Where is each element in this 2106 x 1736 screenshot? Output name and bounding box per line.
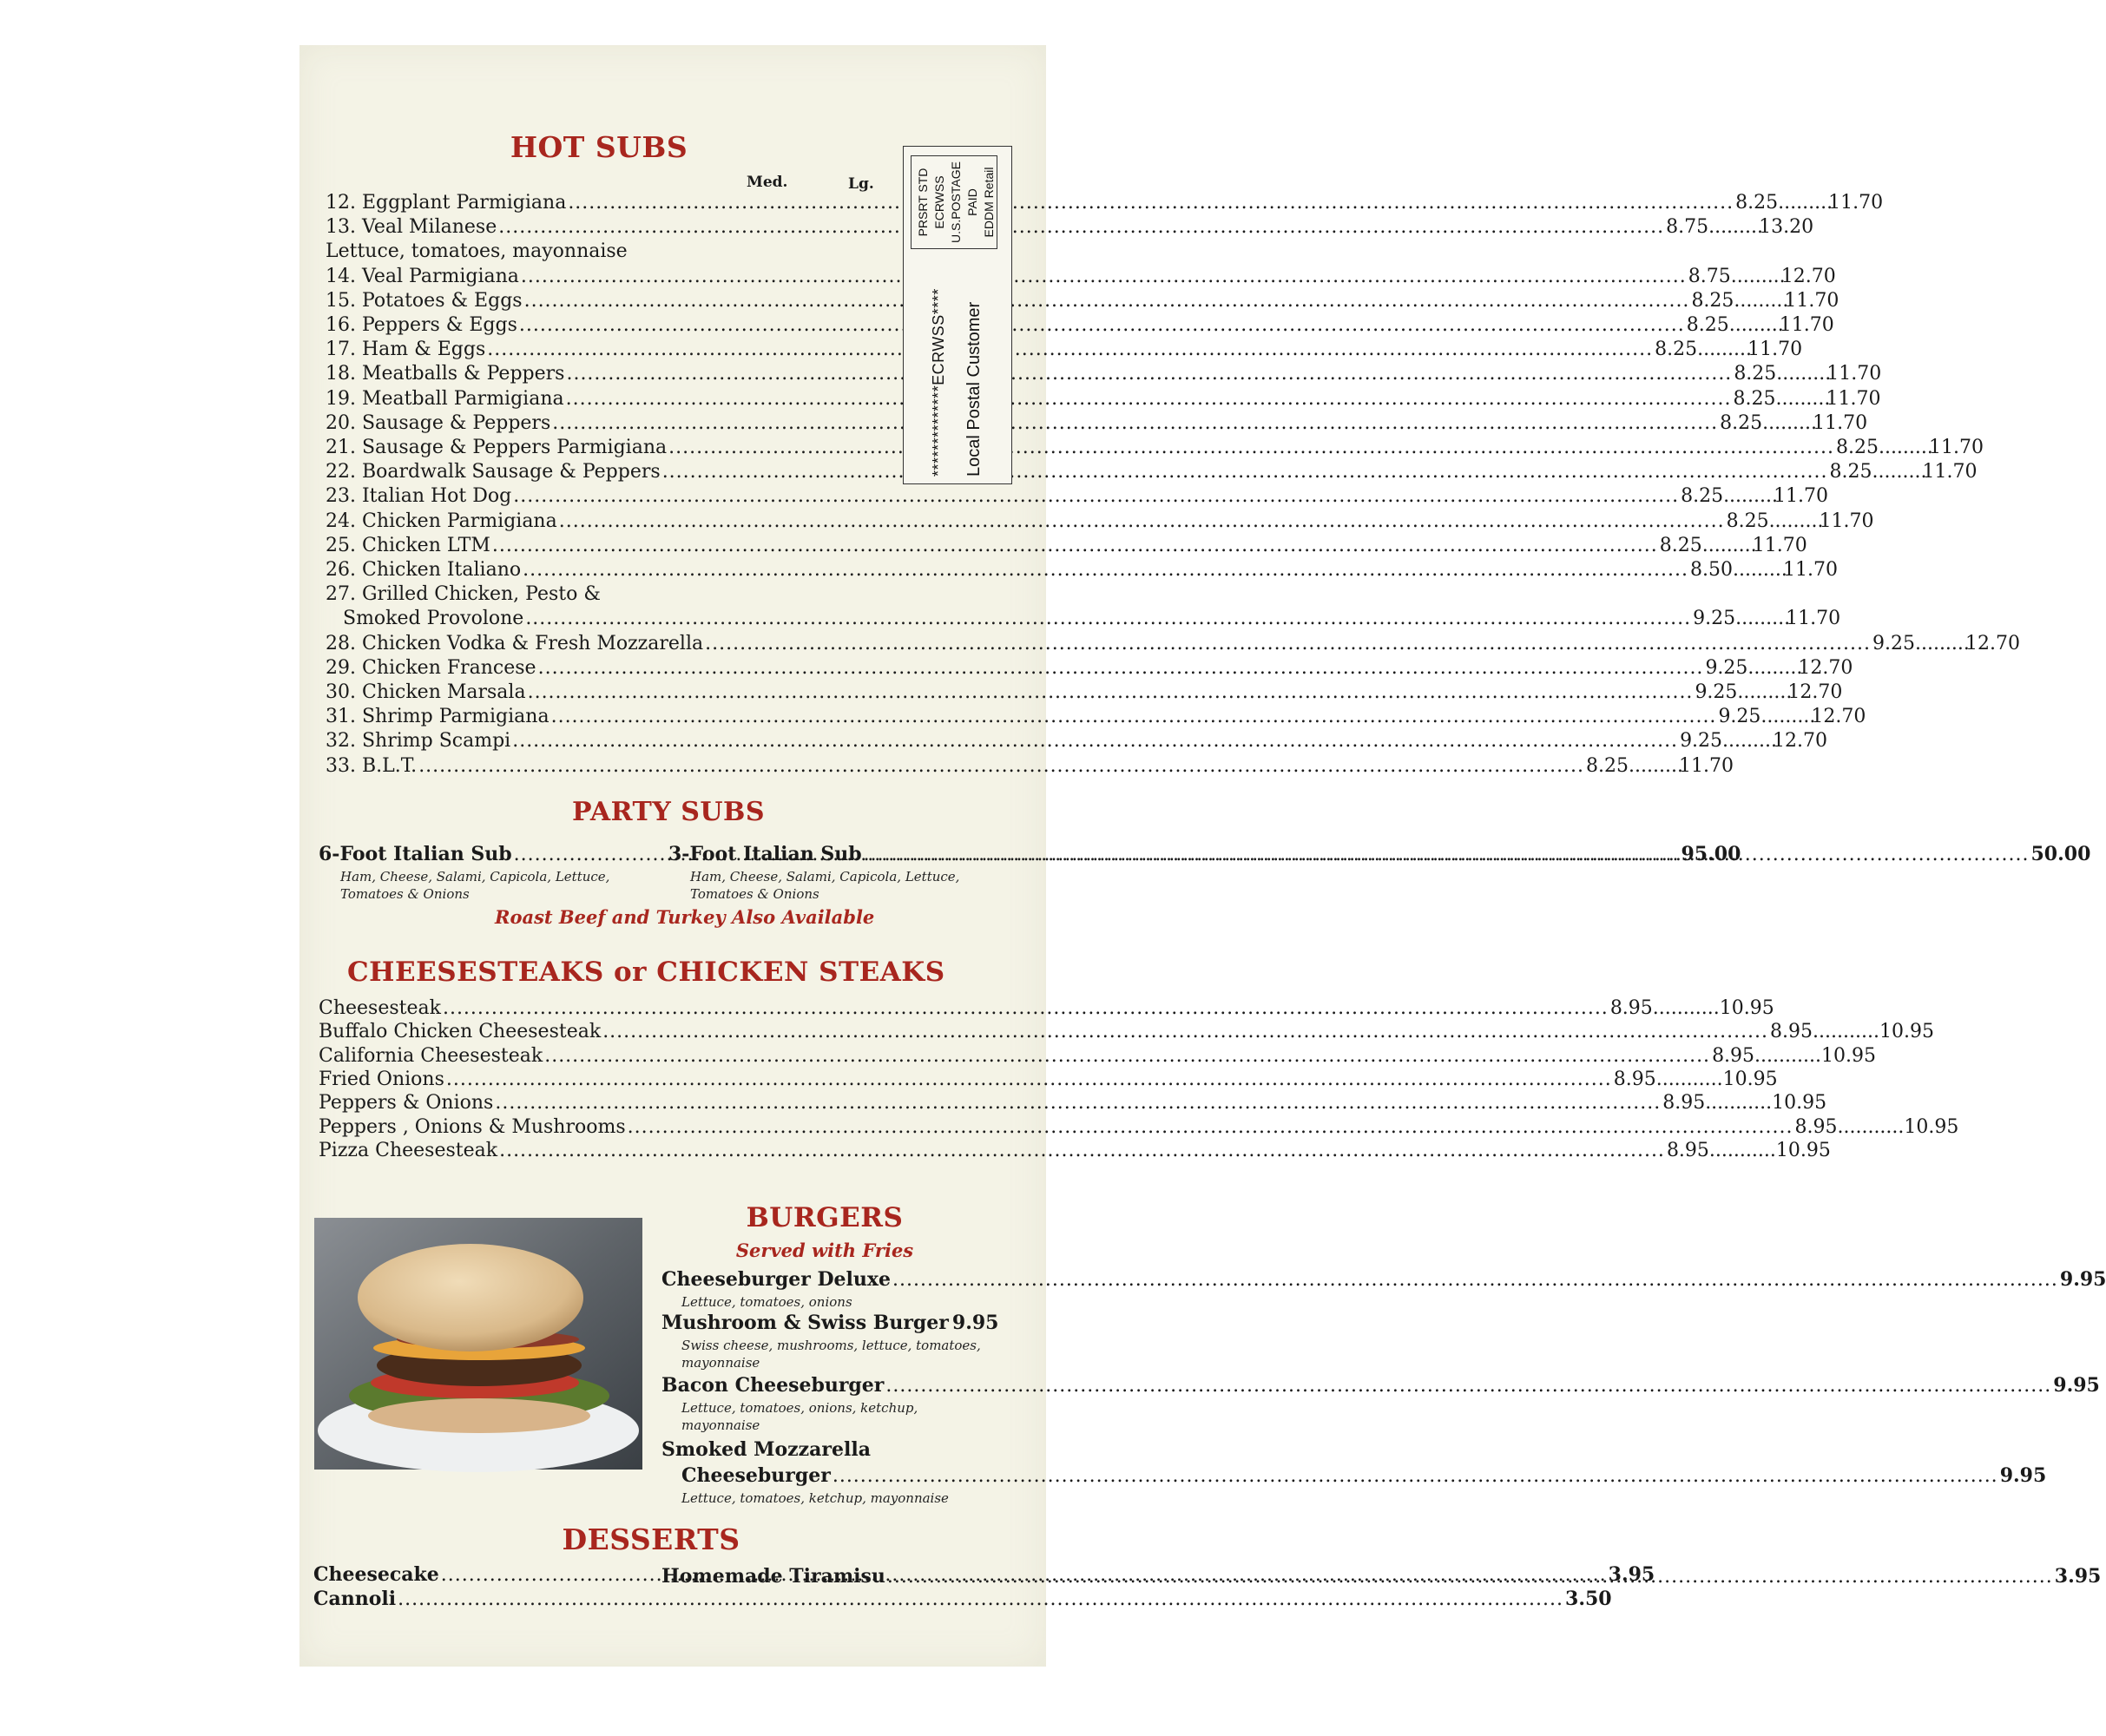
leader-dots: .........: [1878, 437, 1933, 458]
hot-sub-row: [326, 362, 1882, 386]
hot-sub-lg-price: 12.70: [1811, 706, 1866, 728]
hot-sub-lg-price: 11.70: [1819, 510, 1874, 532]
hot-sub-name: Smoked Provolone: [343, 608, 524, 630]
three-foot-sub-desc-2: Tomatoes & Onions: [690, 886, 819, 902]
hot-sub-row: [326, 338, 1803, 362]
cheesesteak-med-price: 8.95: [1794, 1115, 1838, 1138]
hot-sub-lg-price: 12.70: [1787, 681, 1843, 703]
hot-sub-lg-price: 11.70: [1784, 289, 1839, 312]
hot-sub-med-price: 9.25: [1705, 656, 1748, 679]
leader-dots: [523, 558, 1688, 582]
hot-sub-lg-price: 11.70: [1782, 559, 1838, 581]
hot-sub-name: 12. Eggplant Parmigiana: [326, 192, 567, 214]
leader-dots: ...........: [1837, 1115, 1905, 1138]
cheesesteak-name: California Cheesesteak: [319, 1044, 543, 1067]
cheesesteak-name: Buffalo Chicken Cheesesteak: [319, 1021, 602, 1043]
leader-dots: .........: [1747, 656, 1803, 679]
hot-sub-name: 14. Veal Parmigiana: [326, 265, 519, 287]
hot-sub-name: 15. Potatoes & Eggs: [326, 289, 523, 312]
hot-sub-row: [326, 436, 1984, 460]
leader-dots: .........: [1728, 314, 1784, 336]
leader-dots: [398, 1588, 1563, 1612]
bacon-cheeseburger-row: [661, 1373, 2100, 1398]
hot-sub-med-price: 8.25: [1733, 387, 1776, 410]
hot-sub-name: 18. Meatballs & Peppers: [326, 363, 565, 385]
hot-sub-row: [326, 460, 1978, 484]
postal-indicia: [903, 146, 1012, 484]
hot-sub-med-price: 9.25: [1695, 681, 1738, 703]
hot-sub-med-price: 8.50: [1689, 559, 1733, 581]
hot-sub-med-price: 8.25: [1734, 363, 1777, 385]
hot-sub-lg-price: 12.70: [1798, 656, 1853, 679]
leader-dots: ...........: [1655, 1068, 1723, 1090]
leader-dots: [538, 656, 1704, 681]
cheesesteak-row: [319, 1068, 1778, 1092]
leader-dots: .........: [1735, 608, 1791, 630]
hot-sub-row: [326, 705, 1866, 729]
hot-sub-row: [326, 215, 1814, 240]
leader-dots: [544, 1044, 1710, 1069]
leader-dots: [446, 1068, 1612, 1092]
leader-dots: [495, 1091, 1661, 1115]
hot-sub-name: 17. Ham & Eggs: [326, 339, 486, 361]
hot-sub-name: 21. Sausage & Peppers Parmigiana: [326, 437, 668, 458]
leader-dots: [418, 754, 1584, 779]
leader-dots: [524, 289, 1690, 313]
hot-sub-med-price: 8.25: [1655, 339, 1698, 361]
leader-dots: [525, 607, 1691, 631]
leader-dots: ...........: [1708, 1139, 1776, 1161]
leader-dots: [552, 411, 1718, 436]
cheesesteak-row: [319, 1044, 1876, 1069]
postal-line-1: PRSRT STD: [916, 168, 930, 237]
hot-sub-name: 13. Veal Milanese: [326, 216, 497, 239]
hot-sub-row: [326, 632, 2020, 656]
hot-sub-row: [343, 607, 1841, 631]
hot-sub-row: [326, 484, 1829, 509]
leader-dots: .........: [1762, 411, 1818, 434]
leader-dots: [885, 1374, 2051, 1398]
leader-dots: .........: [1697, 339, 1753, 361]
leader-dots: [519, 313, 1685, 338]
leader-dots: .........: [1775, 387, 1831, 410]
hot-sub-name: 30. Chicken Marsala: [326, 681, 526, 703]
cheesesteak-med-price: 8.95: [1609, 997, 1653, 1019]
hot-sub-med-price: 8.25: [1686, 314, 1729, 336]
hot-sub-med-price: 8.75: [1666, 216, 1709, 239]
cheesesteak-lg-price: 10.95: [1772, 1092, 1827, 1115]
leader-dots: [568, 191, 1734, 215]
hot-sub-name: 33. B.L.T.: [326, 754, 418, 777]
leader-dots: [602, 1020, 1768, 1044]
leader-dots: .........: [1872, 461, 1927, 483]
hot-sub-row: [326, 387, 1881, 411]
hot-sub-row: [326, 534, 1807, 558]
smoked-mozzarella-desc: Lettuce, tomatoes, ketchup, mayonnaise: [681, 1490, 949, 1506]
cheesesteak-lg-price: 10.95: [1775, 1139, 1831, 1161]
mushroom-swiss-name: Mushroom & Swiss Burger: [661, 1312, 949, 1334]
postal-line-5: EDDM Retail: [982, 167, 996, 238]
leader-dots: .........: [1708, 216, 1764, 239]
leader-dots: .........: [1732, 559, 1787, 581]
three-foot-sub-name: 3-Foot Italian Sub: [668, 843, 862, 865]
cheesesteak-med-price: 8.95: [1666, 1139, 1709, 1161]
hot-sub-name: 28. Chicken Vodka & Fresh Mozzarella: [326, 632, 704, 654]
three-foot-sub-desc-1: Ham, Cheese, Salami, Capicola, Lettuce,: [690, 869, 960, 884]
hot-sub-lg-price: 11.70: [1826, 363, 1882, 385]
hot-sub-name: 32. Shrimp Scampi: [326, 730, 511, 753]
hot-sub-name: 23. Italian Hot Dog: [326, 485, 512, 508]
tiramisu-row: [661, 1564, 2102, 1589]
desserts-heading: DESSERTS: [562, 1522, 740, 1556]
hot-sub-row: [326, 681, 1843, 705]
leader-dots: [833, 1464, 1998, 1489]
hot-sub-lg-price: 12.70: [1965, 632, 2020, 654]
cheesecake-price: 3.95: [1608, 1563, 1655, 1586]
tiramisu-price: 3.95: [2054, 1565, 2102, 1588]
leader-dots: [528, 681, 1694, 705]
leader-dots: .........: [1737, 681, 1793, 703]
hot-sub-row: [326, 289, 1839, 313]
leader-dots: [668, 436, 1834, 460]
hot-sub-row: [326, 313, 1834, 338]
six-foot-sub-desc-1: Ham, Cheese, Salami, Capicola, Lettuce,: [340, 869, 610, 884]
cheesesteak-med-price: 8.95: [1613, 1068, 1656, 1090]
hot-sub-lg-price: 12.70: [1780, 265, 1836, 287]
hot-sub-med-price: 8.25: [1681, 485, 1724, 508]
leader-dots: [492, 534, 1658, 558]
med-column-header: Med.: [747, 174, 788, 191]
hot-sub-med-price: 8.25: [1726, 510, 1769, 532]
hot-sub-med-price: 9.25: [1680, 730, 1723, 753]
hot-sub-med-price: 8.25: [1691, 289, 1734, 312]
hot-sub-med-price: 8.75: [1688, 265, 1731, 287]
hot-sub-med-price: 8.25: [1586, 754, 1629, 777]
hot-sub-lg-price: 11.70: [1752, 534, 1807, 556]
hot-sub-lg-price: 11.70: [1928, 437, 1984, 458]
leader-dots: .........: [1914, 632, 1970, 654]
leader-dots: ...........: [1705, 1092, 1773, 1115]
leader-dots: .........: [1723, 485, 1779, 508]
hot-sub-name: 29. Chicken Francese: [326, 656, 536, 679]
postal-line-4: PAID: [965, 188, 979, 216]
cannoli-price: 3.50: [1565, 1588, 1612, 1610]
hot-sub-row: [326, 729, 1828, 753]
postal-customer-line: Local Postal Customer: [964, 301, 984, 477]
cheesesteak-row: [319, 1115, 1959, 1140]
hot-sub-lg-price: 12.70: [1773, 730, 1828, 753]
cheesesteak-name: Peppers & Onions: [319, 1092, 494, 1115]
mushroom-swiss-desc-1: Swiss cheese, mushrooms, lettuce, tomatoes,: [681, 1338, 981, 1353]
hot-sub-name: 24. Chicken Parmigiana: [326, 510, 557, 532]
item-27-line-1: 27. Grilled Chicken, Pesto &: [326, 583, 601, 606]
hot-sub-name: 19. Meatball Parmigiana: [326, 387, 564, 410]
leader-dots: [512, 729, 1678, 753]
hot-sub-row: [326, 265, 1836, 289]
smoked-mozzarella-name-2: Cheeseburger: [681, 1464, 831, 1487]
hot-sub-med-price: 9.25: [1872, 632, 1915, 654]
leader-dots: ...........: [1652, 997, 1720, 1019]
hot-sub-row: [326, 411, 1868, 436]
burgers-subtitle: Served with Fries: [735, 1240, 914, 1261]
postal-code-line: **************ECRWSS****: [930, 288, 947, 477]
cheesesteak-med-price: 8.95: [1662, 1092, 1706, 1115]
cheeseburger-deluxe-name: Cheeseburger Deluxe: [661, 1268, 892, 1291]
smoked-mozzarella-name-1: Smoked Mozzarella: [661, 1438, 871, 1461]
hot-sub-lg-price: 11.70: [1747, 339, 1803, 361]
leader-dots: [487, 338, 1653, 362]
leader-dots: ...........: [1813, 1021, 1879, 1043]
leader-dots: ...........: [1754, 1044, 1821, 1067]
leader-dots: [662, 460, 1828, 484]
lg-column-header: Lg.: [848, 175, 874, 193]
cheesesteak-row: [319, 1020, 1934, 1044]
six-foot-sub-price: 95.00: [1681, 843, 1741, 865]
hot-sub-lg-price: 11.70: [1826, 387, 1881, 410]
leader-dots: [864, 843, 2030, 867]
hot-sub-row: [326, 754, 1734, 779]
leader-dots: [566, 362, 1732, 386]
cheesesteak-row: [319, 996, 1774, 1021]
party-subs-heading: PARTY SUBS: [571, 797, 766, 827]
hot-sub-lg-price: 11.70: [1922, 461, 1978, 483]
leader-dots: [443, 996, 1609, 1021]
leader-dots: [566, 387, 1732, 411]
leader-dots: [521, 265, 1687, 289]
three-foot-sub-price: 50.00: [2030, 843, 2091, 865]
hot-sub-med-price: 8.25: [1829, 461, 1872, 483]
hot-sub-med-price: 8.25: [1835, 437, 1879, 458]
cheesesteak-lg-price: 10.95: [1722, 1068, 1778, 1090]
hot-sub-name: 26. Chicken Italiano: [326, 559, 522, 581]
six-foot-sub-name: 6-Foot Italian Sub: [319, 843, 512, 865]
hot-sub-med-price: 8.25: [1659, 534, 1702, 556]
hot-subs-heading: HOT SUBS: [510, 130, 688, 164]
hot-sub-name: 31. Shrimp Parmigiana: [326, 706, 550, 728]
hot-sub-med-price: 9.25: [1693, 608, 1736, 630]
leader-dots: [499, 1139, 1665, 1163]
hot-sub-name: 25. Chicken LTM: [326, 534, 490, 556]
leader-dots: .........: [1722, 730, 1777, 753]
leader-dots: .........: [1768, 510, 1824, 532]
cannoli-name: Cannoli: [313, 1588, 397, 1610]
postal-line-3: U.S.POSTAGE: [949, 161, 963, 243]
six-foot-sub-desc-2: Tomatoes & Onions: [340, 886, 470, 902]
hot-sub-lg-price: 11.70: [1774, 485, 1829, 508]
leader-dots: .........: [1760, 706, 1816, 728]
leader-dots: [513, 484, 1679, 509]
hot-sub-name: 20. Sausage & Peppers: [326, 411, 551, 434]
cheesesteak-med-price: 8.95: [1770, 1021, 1813, 1043]
cannoli-row: [313, 1587, 1612, 1612]
cheesesteak-name: Pizza Cheesesteak: [319, 1139, 498, 1161]
leader-dots: [887, 1565, 2053, 1589]
hot-sub-lg-price: 13.20: [1759, 216, 1814, 239]
hot-sub-med-price: 9.25: [1718, 706, 1761, 728]
hot-sub-name: 16. Peppers & Eggs: [326, 314, 517, 336]
cheesesteak-med-price: 8.95: [1712, 1044, 1755, 1067]
leader-dots: [551, 705, 1717, 729]
cheesesteak-row: [319, 1091, 1827, 1115]
cheesesteaks-heading: CHEESESTEAKS or CHICKEN STEAKS: [347, 957, 945, 988]
postal-permit-block: [911, 155, 997, 249]
postal-line-2: ECRWSS: [932, 175, 946, 229]
cheeseburger-deluxe-desc: Lettuce, tomatoes, onions: [681, 1294, 852, 1310]
bacon-cheeseburger-desc-2: mayonnaise: [681, 1417, 760, 1433]
cheesesteak-name: Fried Onions: [319, 1068, 444, 1090]
leader-dots: [559, 510, 1725, 534]
hot-sub-lg-price: 11.70: [1779, 314, 1834, 336]
party-subs-note: Roast Beef and Turkey Also Available: [495, 906, 875, 928]
leader-dots: .........: [1629, 754, 1683, 777]
leader-dots: [628, 1115, 1793, 1140]
leader-dots: .........: [1734, 289, 1789, 312]
mushroom-swiss-desc-2: mayonnaise: [681, 1355, 760, 1371]
leader-dots: [705, 632, 1871, 656]
cheesesteak-lg-price: 10.95: [1904, 1115, 1959, 1138]
hot-sub-row: [326, 510, 1874, 534]
hot-sub-name: 22. Boardwalk Sausage & Peppers: [326, 461, 661, 483]
mushroom-swiss-price: 9.95: [951, 1312, 999, 1334]
hot-sub-row: [326, 656, 1853, 681]
cheesesteak-lg-price: 10.95: [1879, 1021, 1934, 1043]
bacon-cheeseburger-name: Bacon Cheeseburger: [661, 1374, 885, 1397]
leader-dots: .........: [1776, 363, 1832, 385]
bottom-bun: [368, 1398, 590, 1433]
cheesecake-name: Cheesecake: [313, 1563, 439, 1586]
cheesesteak-name: Peppers , Onions & Mushrooms: [319, 1115, 626, 1138]
cheesesteak-row: [319, 1139, 1831, 1163]
veal-milanese-note: Lettuce, tomatoes, mayonnaise: [326, 240, 628, 263]
hot-sub-lg-price: 11.70: [1813, 411, 1868, 434]
hot-sub-lg-price: 11.70: [1786, 608, 1841, 630]
cheesesteak-lg-price: 10.95: [1719, 997, 1774, 1019]
hot-sub-med-price: 8.25: [1735, 192, 1779, 214]
cheesesteak-lg-price: 10.95: [1820, 1044, 1876, 1067]
bacon-cheeseburger-desc-1: Lettuce, tomatoes, onions, ketchup,: [681, 1400, 918, 1416]
cheeseburger-deluxe-price: 9.95: [2059, 1268, 2106, 1291]
hot-sub-lg-price: 11.70: [1679, 754, 1734, 777]
leader-dots: .........: [1701, 534, 1757, 556]
smoked-mozzarella-row: [681, 1463, 2047, 1489]
top-bun: [358, 1244, 583, 1351]
tiramisu-name: Homemade Tiramisu: [661, 1565, 885, 1588]
cheeseburger-deluxe-row: [661, 1267, 2106, 1292]
bacon-cheeseburger-price: 9.95: [2053, 1374, 2100, 1397]
leader-dots: [498, 215, 1664, 240]
hot-sub-med-price: 8.25: [1720, 411, 1763, 434]
hot-sub-lg-price: 11.70: [1828, 192, 1884, 214]
hot-sub-row: [326, 558, 1838, 582]
smoked-mozzarella-price: 9.95: [1999, 1464, 2047, 1487]
leader-dots: [892, 1268, 2058, 1292]
cheesesteak-name: Cheesesteak: [319, 997, 441, 1019]
burgers-heading: BURGERS: [746, 1202, 904, 1233]
burger-photo: [314, 1218, 642, 1470]
mushroom-swiss-row: [661, 1311, 999, 1336]
leader-dots: .........: [1778, 192, 1833, 214]
leader-dots: .........: [1730, 265, 1786, 287]
